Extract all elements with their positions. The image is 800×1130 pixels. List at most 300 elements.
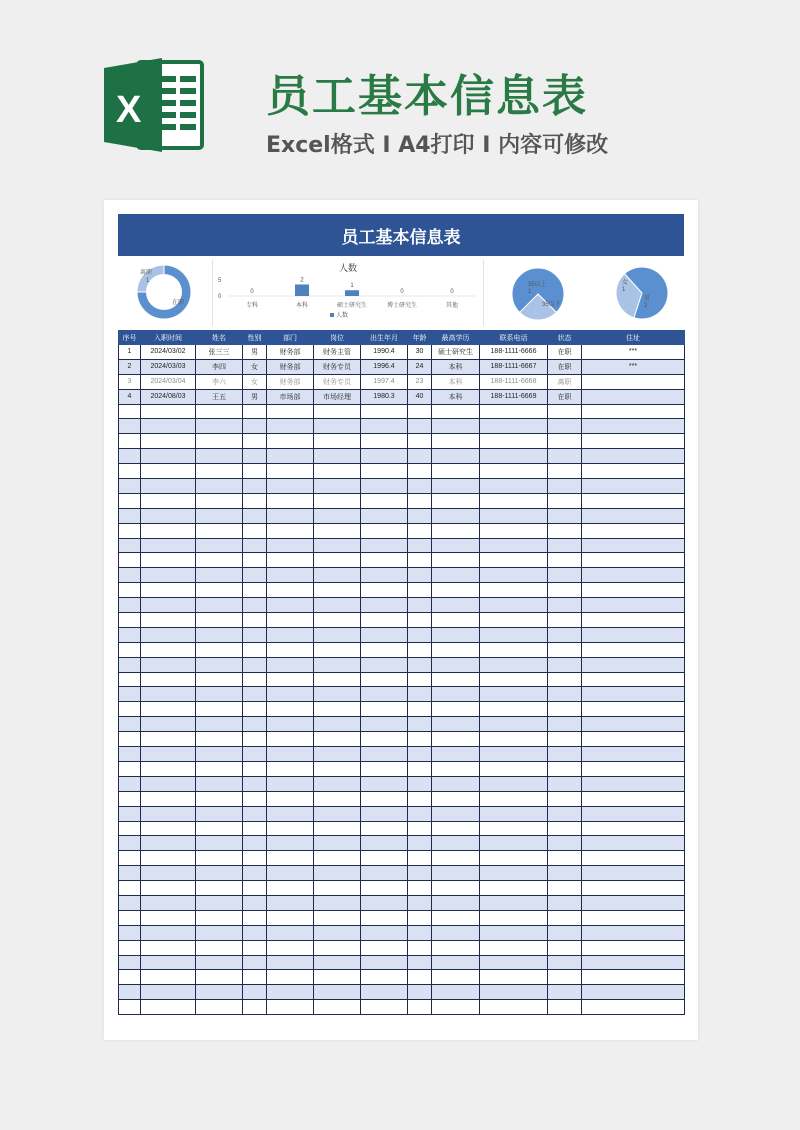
table-cell[interactable] [432,895,480,910]
table-cell[interactable] [196,493,243,508]
table-cell[interactable] [267,464,314,479]
table-cell[interactable] [582,642,685,657]
table-cell[interactable] [243,493,267,508]
table-cell[interactable] [548,687,582,702]
table-cell[interactable] [196,881,243,896]
table-cell[interactable] [480,642,548,657]
table-cell[interactable] [141,508,196,523]
table-cell[interactable] [480,449,548,464]
table-cell[interactable] [314,761,361,776]
table-cell[interactable] [408,598,432,613]
table-cell[interactable]: 在职 [548,359,582,374]
table-cell[interactable] [267,866,314,881]
table-cell[interactable]: 财务部 [267,374,314,389]
table-cell[interactable] [314,479,361,494]
table-cell[interactable] [119,791,141,806]
table-cell[interactable] [243,776,267,791]
table-cell[interactable] [408,851,432,866]
table-cell[interactable]: 本科 [432,359,480,374]
table-cell[interactable] [314,613,361,628]
table-cell[interactable] [548,508,582,523]
table-cell[interactable] [432,717,480,732]
table-cell[interactable] [582,687,685,702]
table-cell[interactable] [314,598,361,613]
table-cell[interactable]: 财务主管 [314,345,361,360]
table-cell[interactable] [196,508,243,523]
table-cell[interactable] [267,761,314,776]
table-cell[interactable] [582,464,685,479]
table-cell[interactable] [408,642,432,657]
table-cell[interactable] [408,970,432,985]
table-cell[interactable] [141,493,196,508]
table-cell[interactable] [119,479,141,494]
table-cell[interactable] [548,672,582,687]
table-cell[interactable] [408,479,432,494]
table-cell[interactable] [141,598,196,613]
table-cell[interactable] [548,955,582,970]
table-cell[interactable] [267,881,314,896]
table-cell[interactable] [119,940,141,955]
table-cell[interactable] [582,449,685,464]
table-cell[interactable] [314,925,361,940]
table-cell[interactable] [196,613,243,628]
table-cell[interactable] [196,1000,243,1015]
table-cell[interactable] [267,970,314,985]
table-cell[interactable] [243,955,267,970]
table-cell[interactable] [119,449,141,464]
table-cell[interactable] [582,613,685,628]
table-cell[interactable] [548,985,582,1000]
table-cell[interactable] [119,493,141,508]
table-cell[interactable] [582,657,685,672]
table-cell[interactable] [119,806,141,821]
table-cell[interactable] [314,970,361,985]
table-cell[interactable]: 硕士研究生 [432,345,480,360]
table-cell[interactable] [243,508,267,523]
table-cell[interactable] [314,583,361,598]
table-cell[interactable] [582,895,685,910]
table-cell[interactable] [141,747,196,762]
table-cell[interactable] [408,657,432,672]
table-cell[interactable]: 2024/03/02 [141,345,196,360]
table-cell[interactable] [314,464,361,479]
table-cell[interactable] [361,895,408,910]
table-cell[interactable] [361,747,408,762]
table-cell[interactable] [141,791,196,806]
table-cell[interactable] [432,925,480,940]
column-header[interactable]: 姓名 [196,331,243,345]
table-cell[interactable] [314,538,361,553]
table-cell[interactable] [243,791,267,806]
table-cell[interactable] [432,732,480,747]
table-cell[interactable] [119,761,141,776]
table-cell[interactable] [408,910,432,925]
table-cell[interactable] [432,970,480,985]
table-cell[interactable] [267,806,314,821]
table-cell[interactable] [243,910,267,925]
table-cell[interactable] [432,806,480,821]
table-cell[interactable] [548,791,582,806]
table-cell[interactable] [548,627,582,642]
table-cell[interactable] [314,851,361,866]
table-cell[interactable] [432,985,480,1000]
table-cell[interactable] [119,568,141,583]
table-cell[interactable] [432,866,480,881]
table-cell[interactable] [196,940,243,955]
table-cell[interactable] [243,761,267,776]
table-cell[interactable] [582,851,685,866]
table-cell[interactable] [243,970,267,985]
table-cell[interactable] [119,508,141,523]
table-cell[interactable] [314,434,361,449]
table-cell[interactable] [243,434,267,449]
table-cell[interactable] [141,761,196,776]
table-cell[interactable] [361,732,408,747]
table-cell[interactable]: 在职 [548,389,582,404]
table-cell[interactable]: 王五 [196,389,243,404]
table-cell[interactable] [196,851,243,866]
table-cell[interactable] [582,553,685,568]
table-cell[interactable] [432,642,480,657]
table-cell[interactable] [548,881,582,896]
table-cell[interactable] [408,940,432,955]
table-cell[interactable] [361,508,408,523]
table-cell[interactable] [548,910,582,925]
table-cell[interactable] [196,434,243,449]
table-cell[interactable] [480,523,548,538]
table-cell[interactable] [267,583,314,598]
table-cell[interactable] [582,985,685,1000]
table-cell[interactable] [314,895,361,910]
table-cell[interactable] [408,672,432,687]
table-cell[interactable] [141,955,196,970]
table-cell[interactable] [119,642,141,657]
table-cell[interactable] [141,672,196,687]
table-cell[interactable] [119,1000,141,1015]
table-cell[interactable] [196,419,243,434]
table-cell[interactable] [480,613,548,628]
table-cell[interactable] [314,1000,361,1015]
table-cell[interactable] [582,672,685,687]
column-header[interactable]: 最高学历 [432,331,480,345]
column-header[interactable]: 部门 [267,331,314,345]
table-cell[interactable] [408,761,432,776]
table-cell[interactable] [582,955,685,970]
table-cell[interactable] [243,925,267,940]
table-cell[interactable] [480,747,548,762]
table-cell[interactable] [196,732,243,747]
table-cell[interactable] [196,717,243,732]
table-cell[interactable]: 2024/08/03 [141,389,196,404]
table-cell[interactable] [582,598,685,613]
table-cell[interactable] [361,583,408,598]
table-cell[interactable] [243,613,267,628]
table-cell[interactable] [314,910,361,925]
table-cell[interactable] [361,657,408,672]
table-cell[interactable] [141,776,196,791]
table-cell[interactable] [548,925,582,940]
table-cell[interactable] [196,806,243,821]
table-cell[interactable] [361,791,408,806]
table-cell[interactable] [119,910,141,925]
table-cell[interactable] [267,508,314,523]
table-cell[interactable] [548,419,582,434]
table-cell[interactable] [548,866,582,881]
table-cell[interactable] [408,404,432,419]
table-cell[interactable] [361,866,408,881]
table-cell[interactable] [361,940,408,955]
table-cell[interactable] [141,717,196,732]
table-cell[interactable] [141,434,196,449]
table-cell[interactable] [432,553,480,568]
table-cell[interactable] [314,717,361,732]
table-cell[interactable] [267,851,314,866]
table-cell[interactable] [361,717,408,732]
table-cell[interactable] [361,1000,408,1015]
table-cell[interactable] [432,568,480,583]
table-cell[interactable] [548,970,582,985]
table-cell[interactable] [548,523,582,538]
table-cell[interactable] [119,866,141,881]
table-cell[interactable] [243,479,267,494]
table-cell[interactable] [267,553,314,568]
table-cell[interactable] [408,747,432,762]
table-cell[interactable] [480,479,548,494]
table-cell[interactable] [141,851,196,866]
table-cell[interactable] [480,761,548,776]
table-cell[interactable] [582,389,685,404]
table-cell[interactable] [480,553,548,568]
table-cell[interactable] [480,419,548,434]
table-cell[interactable] [361,627,408,642]
table-cell[interactable] [361,776,408,791]
table-cell[interactable] [361,553,408,568]
column-header[interactable]: 住址 [582,331,685,345]
table-cell[interactable] [196,657,243,672]
table-cell[interactable] [314,732,361,747]
table-cell[interactable] [432,493,480,508]
table-cell[interactable] [267,940,314,955]
table-cell[interactable] [408,449,432,464]
table-cell[interactable] [480,598,548,613]
table-cell[interactable] [480,895,548,910]
table-cell[interactable] [267,702,314,717]
table-cell[interactable] [480,404,548,419]
table-cell[interactable] [548,479,582,494]
table-cell[interactable] [119,776,141,791]
table-cell[interactable] [141,553,196,568]
table-cell[interactable] [432,657,480,672]
table-cell[interactable] [196,776,243,791]
table-cell[interactable] [243,866,267,881]
table-cell[interactable] [432,464,480,479]
table-cell[interactable] [480,687,548,702]
table-cell[interactable] [314,404,361,419]
table-cell[interactable] [408,821,432,836]
table-cell[interactable] [408,895,432,910]
table-cell[interactable] [408,985,432,1000]
table-cell[interactable] [119,523,141,538]
table-cell[interactable] [432,881,480,896]
table-cell[interactable] [582,732,685,747]
table-cell[interactable] [480,925,548,940]
table-cell[interactable] [141,836,196,851]
table-cell[interactable]: 2 [119,359,141,374]
table-cell[interactable] [408,836,432,851]
table-cell[interactable] [582,836,685,851]
table-cell[interactable] [141,464,196,479]
table-cell[interactable]: 男 [243,345,267,360]
table-cell[interactable] [314,493,361,508]
table-cell[interactable] [314,836,361,851]
table-cell[interactable] [141,895,196,910]
table-cell[interactable] [408,553,432,568]
column-header[interactable]: 出生年月 [361,331,408,345]
table-cell[interactable] [582,538,685,553]
table-cell[interactable] [314,568,361,583]
table-cell[interactable] [267,568,314,583]
table-cell[interactable] [548,568,582,583]
table-cell[interactable] [582,627,685,642]
table-cell[interactable] [480,493,548,508]
table-cell[interactable] [141,732,196,747]
table-cell[interactable] [582,374,685,389]
table-cell[interactable] [548,434,582,449]
table-cell[interactable]: 财务专员 [314,359,361,374]
table-cell[interactable] [432,404,480,419]
table-cell[interactable] [432,702,480,717]
table-cell[interactable] [548,717,582,732]
table-cell[interactable] [196,866,243,881]
table-cell[interactable] [361,821,408,836]
table-cell[interactable] [119,851,141,866]
table-cell[interactable] [432,851,480,866]
table-cell[interactable] [119,732,141,747]
table-cell[interactable] [243,627,267,642]
table-cell[interactable] [119,702,141,717]
table-cell[interactable] [119,747,141,762]
table-cell[interactable] [141,479,196,494]
table-cell[interactable] [141,627,196,642]
table-cell[interactable] [548,747,582,762]
table-cell[interactable]: 女 [243,359,267,374]
table-cell[interactable] [480,717,548,732]
table-cell[interactable] [361,419,408,434]
table-cell[interactable] [582,702,685,717]
table-cell[interactable] [582,940,685,955]
table-cell[interactable] [141,449,196,464]
table-cell[interactable] [141,568,196,583]
table-cell[interactable] [314,553,361,568]
table-cell[interactable] [267,493,314,508]
table-cell[interactable]: 1997.4 [361,374,408,389]
table-cell[interactable] [480,851,548,866]
table-cell[interactable] [432,523,480,538]
table-cell[interactable] [243,449,267,464]
table-cell[interactable] [480,985,548,1000]
table-cell[interactable] [267,657,314,672]
table-cell[interactable]: 财务专员 [314,374,361,389]
table-cell[interactable] [432,613,480,628]
table-cell[interactable] [119,598,141,613]
table-cell[interactable] [408,538,432,553]
table-cell[interactable] [314,776,361,791]
table-cell[interactable] [361,538,408,553]
table-cell[interactable] [582,523,685,538]
table-cell[interactable] [267,910,314,925]
table-cell[interactable] [582,761,685,776]
table-cell[interactable] [119,717,141,732]
table-cell[interactable] [480,821,548,836]
column-header[interactable]: 入职时间 [141,331,196,345]
table-cell[interactable] [314,955,361,970]
table-cell[interactable] [548,776,582,791]
table-cell[interactable] [196,687,243,702]
table-cell[interactable] [267,449,314,464]
table-cell[interactable] [548,836,582,851]
table-cell[interactable]: 188-1111-6668 [480,374,548,389]
table-cell[interactable] [196,568,243,583]
table-cell[interactable] [408,613,432,628]
table-cell[interactable] [196,955,243,970]
table-cell[interactable] [314,806,361,821]
table-cell[interactable] [141,940,196,955]
table-cell[interactable] [432,434,480,449]
table-cell[interactable] [582,910,685,925]
table-cell[interactable] [119,687,141,702]
table-cell[interactable] [408,806,432,821]
table-cell[interactable] [243,642,267,657]
table-cell[interactable] [480,866,548,881]
table-cell[interactable] [408,419,432,434]
table-cell[interactable] [243,836,267,851]
table-cell[interactable] [408,732,432,747]
table-cell[interactable] [361,434,408,449]
table-cell[interactable] [196,553,243,568]
table-cell[interactable] [119,836,141,851]
table-cell[interactable] [141,806,196,821]
table-cell[interactable] [119,881,141,896]
table-cell[interactable] [480,583,548,598]
table-cell[interactable] [119,985,141,1000]
table-cell[interactable] [548,761,582,776]
table-cell[interactable] [432,627,480,642]
table-cell[interactable] [582,970,685,985]
table-cell[interactable] [196,985,243,1000]
table-cell[interactable] [141,404,196,419]
table-cell[interactable] [243,940,267,955]
table-cell[interactable] [361,836,408,851]
table-cell[interactable] [141,910,196,925]
table-cell[interactable] [267,1000,314,1015]
table-cell[interactable] [480,1000,548,1015]
table-cell[interactable] [243,821,267,836]
table-cell[interactable] [582,821,685,836]
table-cell[interactable] [361,851,408,866]
column-header[interactable]: 年龄 [408,331,432,345]
table-cell[interactable] [314,985,361,1000]
table-cell[interactable] [582,493,685,508]
table-cell[interactable]: 张三三 [196,345,243,360]
table-cell[interactable] [119,419,141,434]
table-cell[interactable]: 24 [408,359,432,374]
column-header[interactable]: 性别 [243,331,267,345]
table-cell[interactable] [267,791,314,806]
table-cell[interactable] [361,910,408,925]
table-cell[interactable]: 1990.4 [361,345,408,360]
table-cell[interactable] [141,642,196,657]
table-cell[interactable] [480,702,548,717]
